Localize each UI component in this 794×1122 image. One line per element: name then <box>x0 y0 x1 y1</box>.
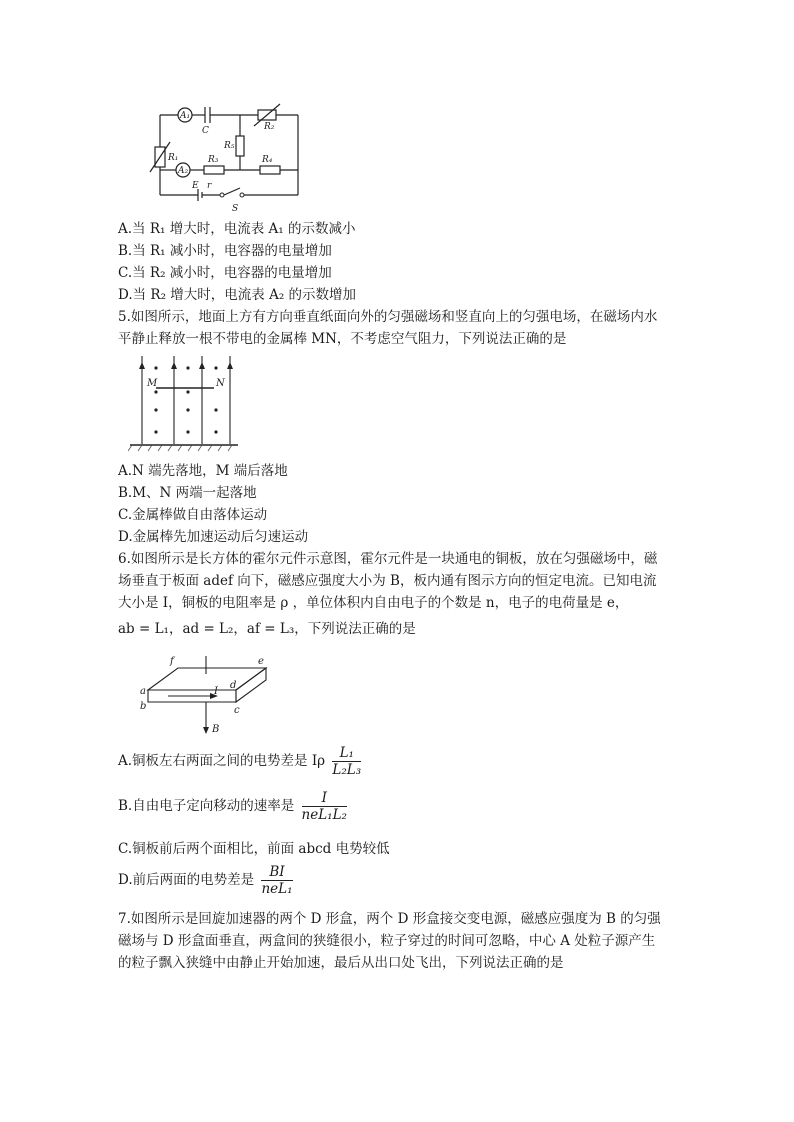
q5-option-a: A.N 端先落地，M 端后落地 <box>118 463 288 479</box>
q5-option-d: D.金属棒先加速运动后匀速运动 <box>118 529 309 545</box>
fraction-numerator: BI <box>261 864 292 881</box>
q6-stem-line-2: 场垂直于板面 adef 向下，磁感应强度大小为 B，板内通有图示方向的恒定电流。已知电流 <box>118 573 657 589</box>
f-label: f <box>170 656 174 667</box>
q6-option-a-text: A.铜板左右两面之间的电势差是 Iρ <box>118 753 326 769</box>
r2-label: R₂ <box>264 122 275 132</box>
fraction-denominator: L₂L₃ <box>332 762 362 778</box>
q6-stem-line-1: 6.如图所示是长方体的霍尔元件示意图，霍尔元件是一块通电的铜板，放在匀强磁场中，磁 <box>118 551 658 567</box>
r5-label: R₅ <box>224 141 235 151</box>
q6-option-a <box>118 745 361 778</box>
q5-stem-line-1: 5.如图所示，地面上方有方向垂直纸面向外的匀强磁场和竖直向上的匀强电场，在磁场内水 <box>118 309 658 325</box>
q6-stem-line-3: 大小是 I，铜板的电阻率是 ρ ，单位体积内自由电子的个数是 n，电子的电荷量是 e， <box>118 595 629 611</box>
q6-option-c: C.铜板前后两个面相比，前面 abcd 电势较低 <box>118 841 390 857</box>
q6-option-b <box>118 790 347 823</box>
c-label: c <box>234 705 240 716</box>
s-label: S <box>232 204 239 214</box>
fraction-denominator: neL₁ <box>261 881 293 897</box>
m-label: M <box>147 378 158 389</box>
e-label: E <box>192 181 199 191</box>
current-label: I <box>214 686 218 697</box>
b-label: b <box>140 701 147 712</box>
q6-option-b-fraction <box>302 790 347 823</box>
q4-option-b: B.当 R₁ 减小时，电容器的电量增加 <box>118 243 332 259</box>
q5-option-c: C.金属棒做自由落体运动 <box>118 507 268 523</box>
d-label: d <box>230 680 237 691</box>
r1-label: R₁ <box>168 153 179 163</box>
q5-stem-line-2: 平静止释放一根不带电的金属棒 MN，不考虑空气阻力，下列说法正确的是 <box>118 331 567 347</box>
q6-option-d <box>118 864 293 897</box>
a1-label: A₁ <box>180 111 191 121</box>
circuit-diagram <box>140 100 310 216</box>
e-label: e <box>258 656 264 667</box>
fraction-denominator: neL₁L₂ <box>301 807 347 823</box>
r-label: r <box>207 181 212 191</box>
fraction-numerator: L₁ <box>332 745 361 762</box>
q5-option-b: B.M、N 两端一起落地 <box>118 485 257 501</box>
q6-option-d-fraction <box>261 864 292 897</box>
q6-option-b-text: B.自由电子定向移动的速率是 <box>118 798 295 814</box>
q6-stem-line-4: ab = L₁，ad = L₂，af = L₃，下列说法正确的是 <box>118 621 416 637</box>
q7-stem-line-1: 7.如图所示是回旋加速器的两个 D 形盒，两个 D 形盒接交变电源，磁感应强度为 B 的匀强 <box>118 911 661 927</box>
q4-option-a: A.当 R₁ 增大时，电流表 A₁ 的示数减小 <box>118 221 356 237</box>
b-field-label: B <box>212 724 220 735</box>
n-label: N <box>216 378 225 389</box>
q7-stem-line-3: 的粒子飘入狭缝中由静止开始加速，最后从出口处飞出，下列说法正确的是 <box>118 955 564 971</box>
fraction-numerator: I <box>302 790 347 807</box>
q6-option-a-fraction <box>332 745 361 778</box>
q4-option-c: C.当 R₂ 减小时，电容器的电量增加 <box>118 265 332 281</box>
c-label: C <box>202 126 209 136</box>
q6-option-d-text: D.前后两面的电势差是 <box>118 872 255 888</box>
a2-label: A₂ <box>178 166 189 176</box>
r3-label: R₃ <box>208 155 219 165</box>
q7-stem-line-2: 磁场与 D 形盒面垂直，两盒间的狭缝很小，粒子穿过的时间可忽略，中心 A 处粒子源产生 <box>118 933 656 949</box>
hall-element-figure <box>138 650 278 740</box>
q4-option-d: D.当 R₂ 增大时，电流表 A₂ 的示数增加 <box>118 287 357 303</box>
magnetic-field-figure <box>128 352 240 452</box>
a-label: a <box>140 686 146 697</box>
r4-label: R₄ <box>262 155 273 165</box>
